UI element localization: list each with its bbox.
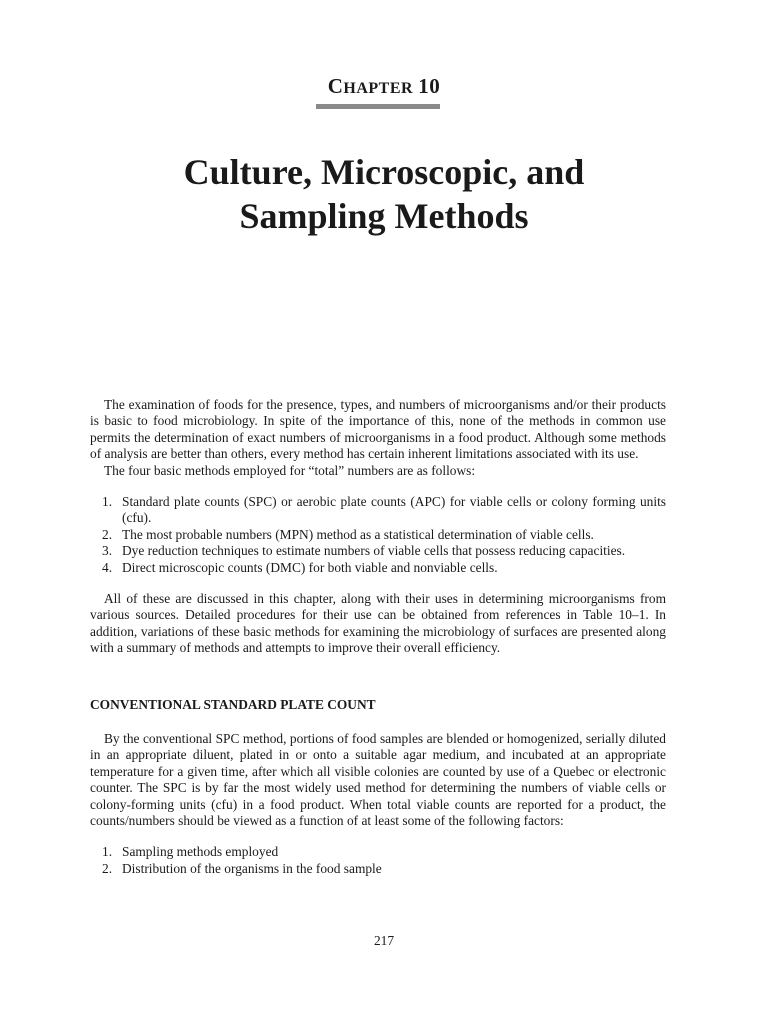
- factors-list: [90, 844, 666, 877]
- chapter-number: 10: [418, 74, 441, 98]
- spc-section: [90, 731, 666, 877]
- intro-paragraph-2: The four basic methods employed for “total” numbers are as follows:: [104, 462, 476, 478]
- chapter-title-line1: Culture, Microscopic, and: [183, 152, 585, 192]
- list-item: 1. Standard plate counts (SPC) or aerobic plate counts (APC) for viable cells or colony forming units (cfu).: [102, 494, 666, 526]
- chapter-title: [0, 150, 768, 238]
- list-item: 1. Sampling methods employed: [102, 844, 279, 860]
- chapter-rule: [316, 104, 440, 109]
- list-item: 2. Distribution of the organisms in the food sample: [102, 860, 382, 876]
- spc-paragraph-1: By the conventional SPC method, portions of food samples are blended or homogenized, serially diluted in an appropriate diluent, plated in or onto a suitable agar medium, and incubated at an appropriate temperature for a given time, after which all visible colonies are counted by use of a Quebec or electronic counter. The SPC is by far the most widely used method for determining the numbers of viable cells or colony-forming units (cfu) in a food product. When total viable counts are reported for a product, the counts/numbers should be viewed as a function of at least some of the following factors:: [90, 731, 666, 829]
- intro-section: [90, 397, 666, 657]
- chapter-label: [0, 74, 768, 99]
- list-item: 2. The most probable numbers (MPN) method as a statistical determination of viable cells.: [102, 526, 594, 542]
- section-heading: CONVENTIONAL STANDARD PLATE COUNT: [90, 697, 376, 712]
- intro-paragraph-3: All of these are discussed in this chapter, along with their uses in determining microorganisms from various sources. Detailed procedures for their use can be obtained from references in Table 10–1. In addition, variations of these basic methods for examining the microbiology of surfaces are presented along with a summary of methods and attempts to improve their overall efficiency.: [90, 591, 666, 656]
- page-number: 217: [373, 933, 395, 948]
- list-item: 3. Dye reduction techniques to estimate numbers of viable cells that possess reducing capacities.: [102, 543, 626, 559]
- chapter-title-line2: Sampling Methods: [239, 196, 529, 236]
- methods-list: [90, 494, 666, 576]
- chapter-label-rest: HAPTER: [343, 80, 414, 97]
- list-item: 4. Direct microscopic counts (DMC) for both viable and nonviable cells.: [102, 559, 498, 575]
- intro-paragraph-1: The examination of foods for the presence, types, and numbers of microorganisms and/or their products is basic to food microbiology. In spite of the importance of this, none of the methods in common use permits the determination of exact numbers of microorganisms in a food product. Although some methods of analysis are better than others, every method has certain inherent limitations associated with its use.: [90, 397, 666, 462]
- chapter-label-initial: C: [327, 74, 344, 98]
